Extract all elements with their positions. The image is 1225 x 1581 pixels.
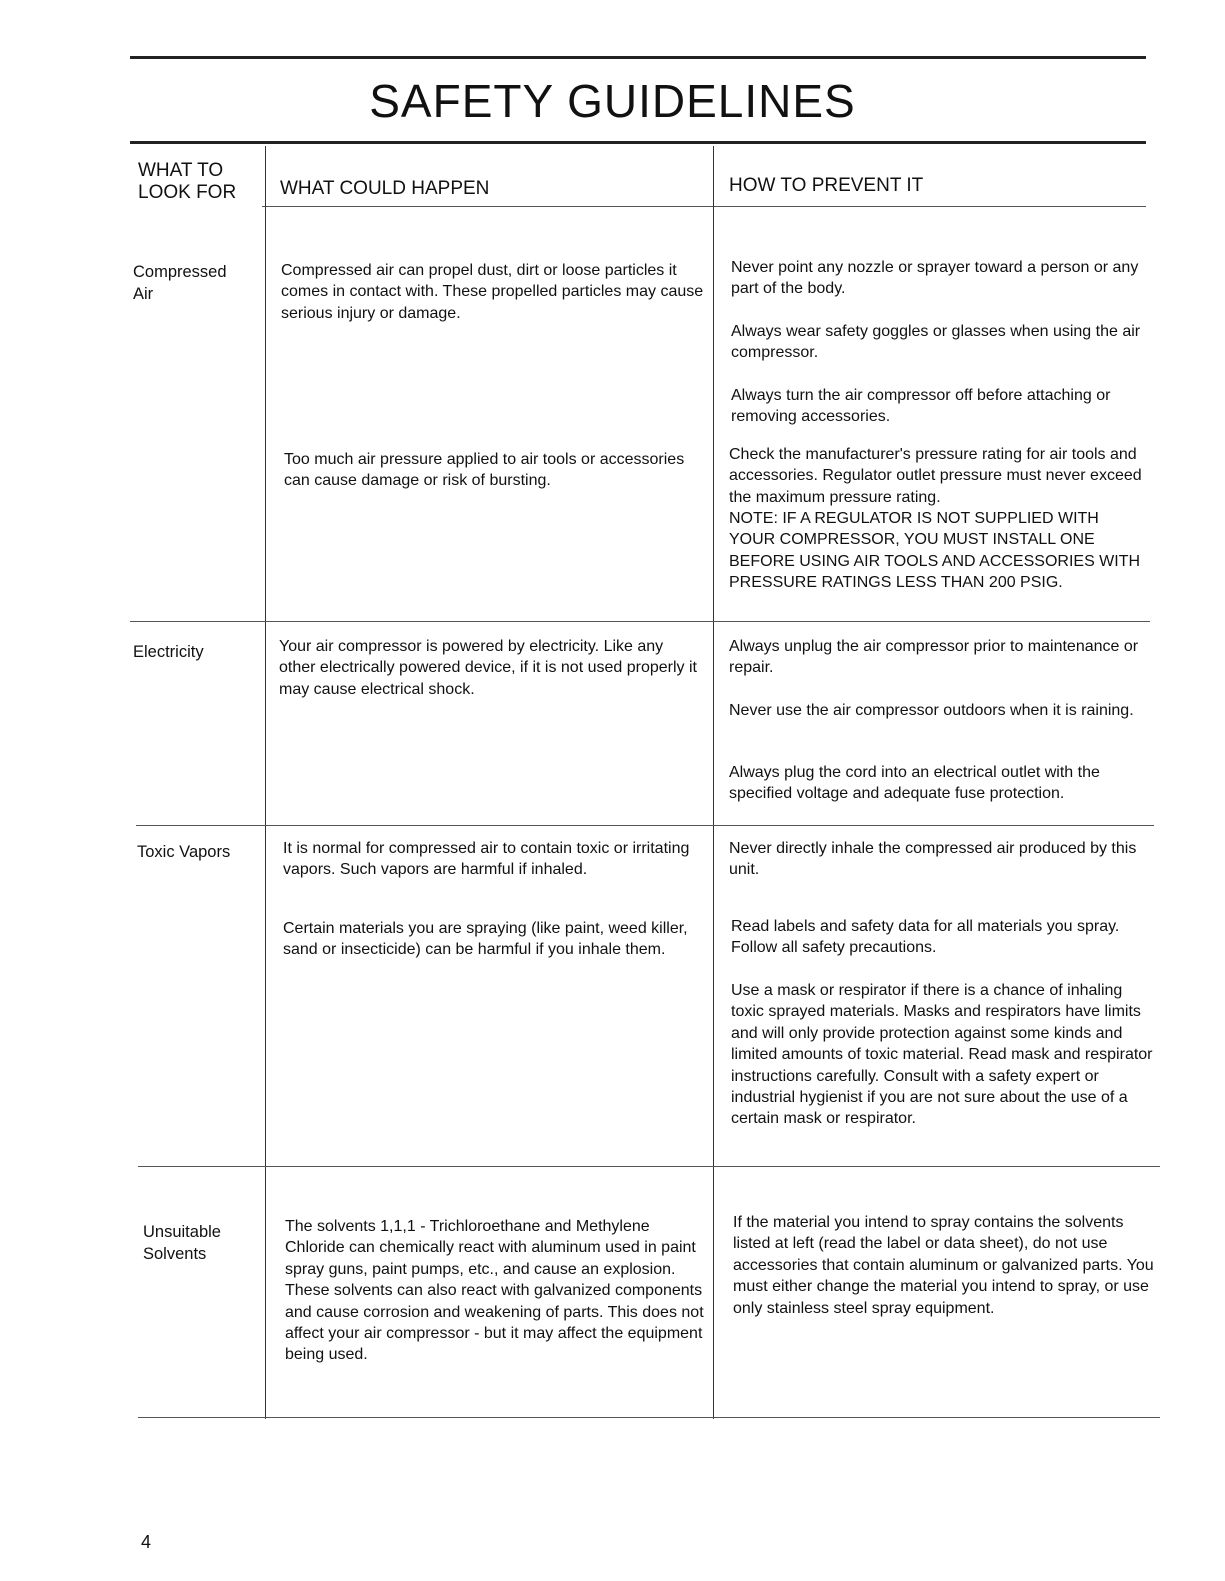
compressed-air-prevent-3: Always turn the air compressor off before attaching or removing accessories. xyxy=(731,387,1111,426)
page-number: 4 xyxy=(141,1532,152,1552)
section-rule-2 xyxy=(136,825,1154,826)
section-label-compressed-air: Compressed Air xyxy=(133,263,227,303)
section-rule-1 xyxy=(130,621,1150,622)
toxic-vapors-prevent-3: Use a mask or respirator if there is a chance of inhaling toxic sprayed materials. Masks and respirators have limits and will only provide protection against some kinds and limited amounts of toxic material. Read mask and respirator instructions carefully. Consult with a safety expert or industrial hygienist if you are not sure about the use of a certain mask or respirator. xyxy=(731,982,1153,1128)
toxic-vapors-prevent-2: Read labels and safety data for all materials you spray. Follow all safety precautions. xyxy=(731,918,1120,957)
column-separator-2 xyxy=(713,146,714,1419)
header-how-to-prevent-it: HOW TO PREVENT IT xyxy=(729,175,924,196)
electricity-prevent-3: Always plug the cord into an electrical outlet with the specified voltage and adequate fuse protection. xyxy=(729,764,1100,803)
page-title: SAFETY GUIDELINES xyxy=(369,75,856,127)
header-col1-line1: WHAT TO xyxy=(138,160,224,181)
electricity-happen-1: Your air compressor is powered by electricity. Like any other electrically powered device, if it is not used properly it may cause electrical shock. xyxy=(279,638,697,698)
header-rule xyxy=(262,206,1146,207)
toxic-vapors-prevent-1: Never directly inhale the compressed air produced by this unit. xyxy=(729,840,1137,879)
section-label-unsuitable-solvents: Unsuitable Solvents xyxy=(143,1223,221,1263)
header-col1-line2: LOOK FOR xyxy=(138,182,237,203)
bottom-rule xyxy=(138,1417,1160,1418)
section-label-electricity: Electricity xyxy=(133,643,204,661)
column-separator-1 xyxy=(265,146,266,1419)
top-rule xyxy=(130,56,1146,59)
header-what-to-look-for xyxy=(138,160,236,204)
electricity-prevent-1: Always unplug the air compressor prior to maintenance or repair. xyxy=(729,638,1139,677)
compressed-air-happen-2: Too much air pressure applied to air tools or accessories can cause damage or risk of bursting. xyxy=(284,451,685,490)
compressed-air-prevent-4: Check the manufacturer's pressure rating for air tools and accessories. Regulator outlet pressure must never exceed the maximum pressure rating. xyxy=(729,446,1142,506)
compressed-air-happen-1: Compressed air can propel dust, dirt or loose particles it comes in contact with. These propelled particles may cause serious injury or damage. xyxy=(281,262,704,322)
toxic-vapors-happen-2: Certain materials you are spraying (like paint, weed killer, sand or insecticide) can be harmful if you inhale them. xyxy=(283,920,688,959)
title-underline xyxy=(130,141,1146,144)
compressed-air-prevent-2: Always wear safety goggles or glasses when using the air compressor. xyxy=(731,323,1141,362)
unsuitable-solvents-prevent-1: If the material you intend to spray contains the solvents listed at left (read the label or data sheet), do not use accessories that contain aluminum or galvanized parts. You must either change the material you intend to spray, or use only stainless steel spray equipment. xyxy=(733,1214,1154,1317)
compressed-air-note: NOTE: IF A REGULATOR IS NOT SUPPLIED WITH YOUR COMPRESSOR, YOU MUST INSTALL ONE BEFORE USING AIR TOOLS AND ACCESSORIES WITH PRESSURE RATINGS LESS THAN 200 PSIG. xyxy=(729,510,1141,592)
header-what-could-happen: WHAT COULD HAPPEN xyxy=(280,178,490,199)
toxic-vapors-happen-1: It is normal for compressed air to contain toxic or irritating vapors. Such vapors are harmful if inhaled. xyxy=(283,840,690,879)
section-rule-3 xyxy=(138,1166,1160,1167)
unsuitable-solvents-happen-1: The solvents 1,1,1 - Trichloroethane and Methylene Chloride can chemically react with aluminum used in paint spray guns, paint pumps, etc., and cause an explosion. These solvents can also react with galvanized components and cause corrosion and weakening of parts. This does not affect your air compressor - but it may affect the equipment being used. xyxy=(285,1218,704,1364)
compressed-air-prevent-1: Never point any nozzle or sprayer toward a person or any part of the body. xyxy=(731,259,1139,298)
electricity-prevent-2: Never use the air compressor outdoors when it is raining. xyxy=(729,702,1134,719)
section-label-toxic-vapors: Toxic Vapors xyxy=(137,843,231,861)
